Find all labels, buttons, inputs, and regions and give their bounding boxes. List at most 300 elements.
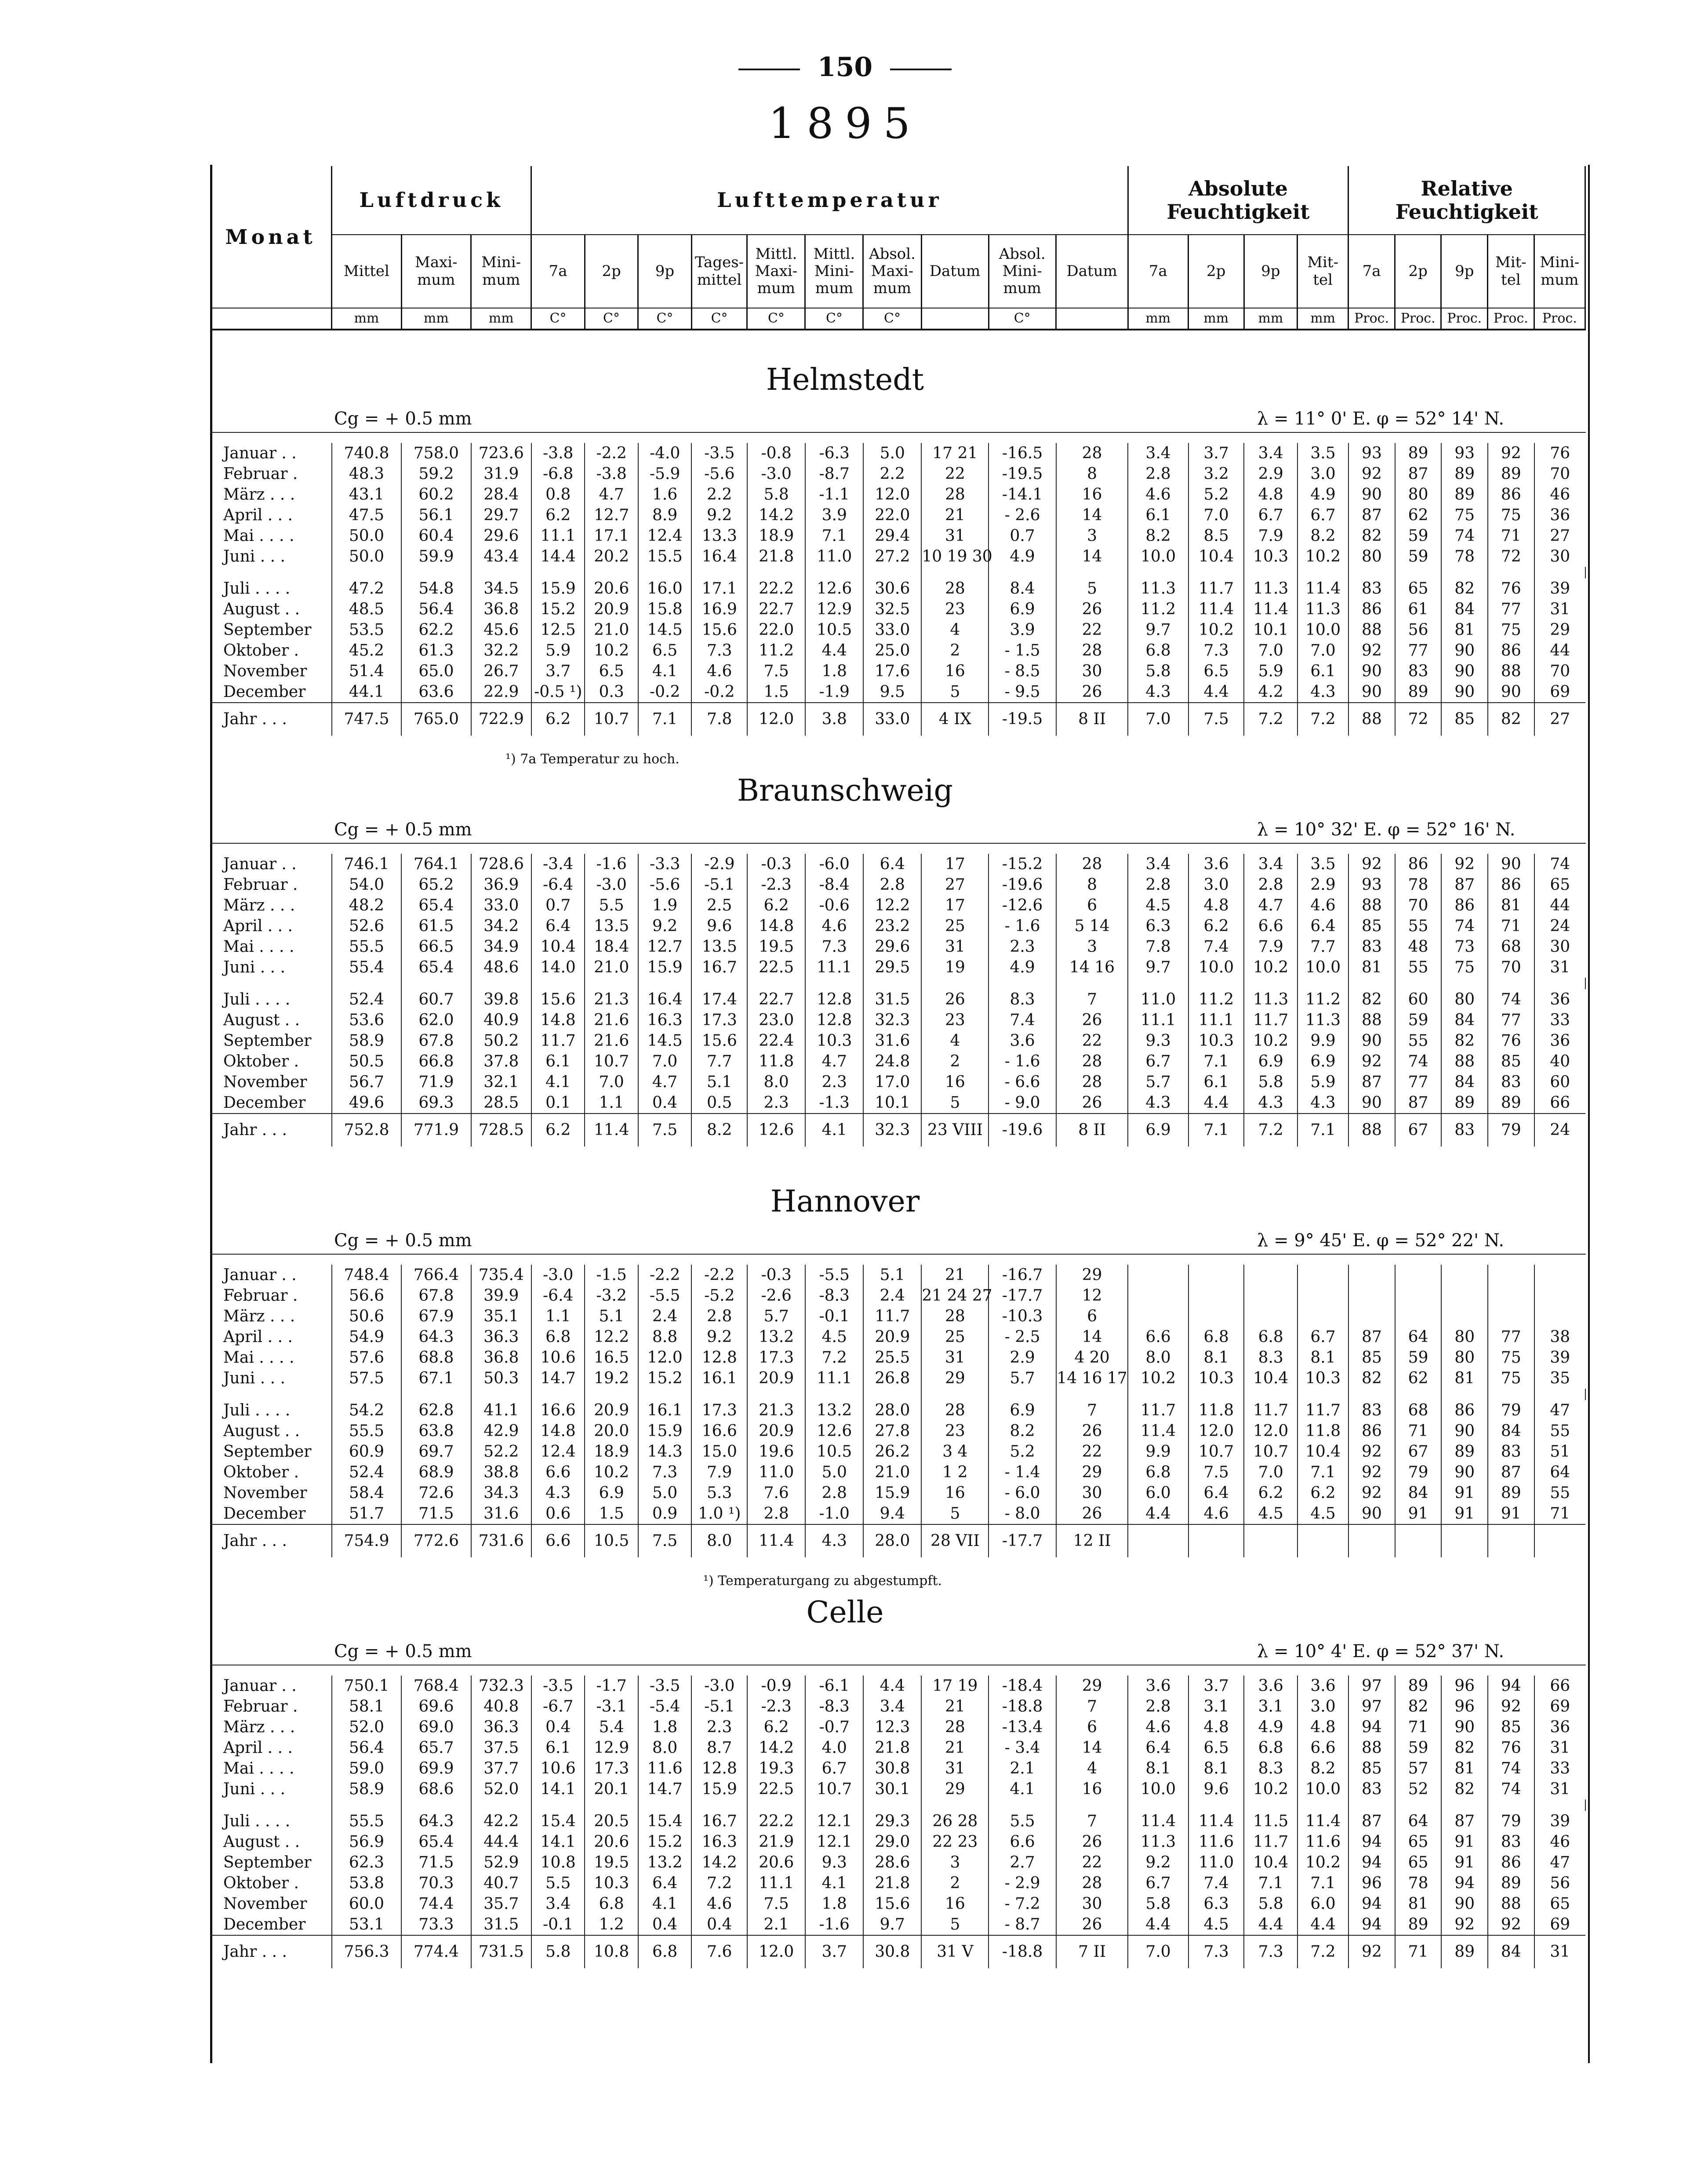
- table-cell: 4.3: [1128, 682, 1188, 703]
- spacer-cell: [1348, 978, 1395, 989]
- table-cell: -2.6: [747, 1285, 805, 1306]
- table-cell: 17.3: [747, 1347, 805, 1368]
- table-cell: 81: [1441, 1758, 1488, 1779]
- table-cell: 3.7: [531, 661, 585, 682]
- table-cell: 75: [1488, 1368, 1534, 1389]
- table-cell: 61: [1395, 599, 1442, 620]
- table-cell: 3.9: [805, 505, 863, 526]
- spacer-cell: [471, 1389, 531, 1400]
- table-cell: 12.2: [585, 1327, 638, 1347]
- header-column-14: 2p: [1188, 235, 1244, 308]
- table-cell: 9.7: [863, 1914, 921, 1935]
- table-cell: -3.8: [531, 443, 585, 464]
- table-cell: 7 II: [1056, 1935, 1128, 1968]
- table-cell: -3.0: [585, 874, 638, 895]
- table-cell: 90: [1348, 1503, 1395, 1524]
- table-cell: 732.3: [471, 1676, 531, 1696]
- table-cell: 34.9: [471, 936, 531, 957]
- table-cell: 76: [1550, 444, 1570, 462]
- table-cell: 8.1: [1188, 1758, 1244, 1779]
- table-cell: 6: [1056, 895, 1128, 916]
- spacer-cell: [1128, 978, 1188, 989]
- table-cell: 46: [1550, 1833, 1570, 1851]
- table-cell: 11.4: [1188, 599, 1244, 620]
- table-cell: 14: [1056, 546, 1128, 567]
- table-cell: 6.2: [531, 1114, 585, 1146]
- table-cell: 58.9: [332, 1779, 401, 1799]
- table-cell: 93: [1348, 874, 1395, 895]
- table-cell: -2.2: [585, 443, 638, 464]
- table-cell: 15.0: [691, 1441, 747, 1462]
- table-cell: 56.7: [332, 1072, 401, 1092]
- table-cell: 5.7: [989, 1368, 1056, 1389]
- table-cell: 10.2: [1244, 1030, 1297, 1051]
- table-cell: 59: [1395, 1347, 1442, 1368]
- table-cell: 92: [1348, 1441, 1395, 1462]
- table-cell: -0.2: [638, 682, 691, 703]
- table-cell: 86: [1488, 874, 1534, 895]
- table-cell: 12: [1056, 1285, 1128, 1306]
- table-cell: 47.2: [332, 578, 401, 599]
- table-cell: 48: [1395, 936, 1442, 957]
- table-cell: 11.3: [1244, 578, 1297, 599]
- table-cell: 94: [1348, 1894, 1395, 1914]
- table-cell: 3.0: [1297, 1696, 1348, 1717]
- table-cell: 60.9: [332, 1441, 401, 1462]
- table-cell: 16.9: [691, 599, 747, 620]
- table-cell: 89: [1441, 464, 1488, 484]
- table-cell: 6.9: [989, 599, 1056, 620]
- table-cell: 10.0: [1297, 620, 1348, 640]
- table-cell: 0.3: [585, 682, 638, 703]
- month-label: November: [210, 1483, 332, 1503]
- table-cell: 2.2: [691, 484, 747, 505]
- table-cell: 88: [1348, 703, 1395, 736]
- table-cell: 26: [1056, 1503, 1128, 1524]
- table-cell: 36: [1550, 1032, 1570, 1050]
- spacer-cell: [401, 1799, 471, 1811]
- spacer-cell: [210, 1389, 332, 1400]
- spacer-cell: [638, 1799, 691, 1811]
- table-cell: 10.7: [585, 1051, 638, 1072]
- table-cell: 94: [1348, 1914, 1395, 1935]
- table-cell: 80: [1441, 1327, 1488, 1347]
- table-row: [210, 526, 1585, 546]
- table-cell: 25.0: [863, 640, 921, 661]
- table-cell: 92: [1488, 1696, 1534, 1717]
- table-cell: 72: [1488, 546, 1534, 567]
- table-row: [210, 874, 1585, 895]
- table-cell: 6.7: [1297, 505, 1348, 526]
- spacer-cell: [1188, 1389, 1244, 1400]
- table-cell: 8.2: [989, 1421, 1056, 1441]
- table-cell: 55: [1550, 1422, 1570, 1440]
- table-cell: 72.6: [401, 1483, 471, 1503]
- table-cell: 12.0: [747, 703, 805, 736]
- table-cell: 53.8: [332, 1873, 401, 1894]
- header-column-15: 9p: [1244, 235, 1297, 308]
- table-cell: 23 VIII: [921, 1114, 989, 1146]
- table-cell: 5.7: [747, 1306, 805, 1327]
- table-cell: 32.2: [471, 640, 531, 661]
- table-cell: 8.1: [1128, 1758, 1188, 1779]
- table-cell: 4.3: [1128, 1092, 1188, 1114]
- table-cell: [1348, 1306, 1395, 1327]
- row-spacer: [210, 978, 1585, 989]
- table-cell: [1441, 1306, 1488, 1327]
- table-cell: 90: [1441, 1462, 1488, 1483]
- table-cell: 62: [1395, 1368, 1442, 1389]
- month-label: Oktober .: [210, 1873, 332, 1894]
- table-cell: 40.9: [471, 1010, 531, 1030]
- table-cell: 22.5: [747, 1779, 805, 1799]
- spacer-cell: [1056, 1799, 1128, 1811]
- row-spacer: [210, 1799, 1585, 1811]
- table-cell: 2.7: [989, 1852, 1056, 1873]
- table-cell: 9.5: [863, 682, 921, 703]
- table-cell: 4.9: [1297, 484, 1348, 505]
- spacer-cell: [747, 567, 805, 578]
- table-cell: 92: [1348, 1483, 1395, 1503]
- table-cell: 7.7: [691, 1051, 747, 1072]
- table-cell: 7.1: [1244, 1873, 1297, 1894]
- table-cell: 8 II: [1056, 703, 1128, 736]
- table-cell: 16.3: [638, 1010, 691, 1030]
- table-cell: 35.7: [471, 1894, 531, 1914]
- table-cell: 78: [1395, 874, 1442, 895]
- table-cell: 29.0: [863, 1832, 921, 1852]
- table-cell: 70: [1488, 957, 1534, 978]
- table-cell: 87: [1348, 505, 1395, 526]
- table-cell: 84: [1441, 599, 1488, 620]
- table-cell: 87: [1348, 1327, 1395, 1347]
- table-cell: 5.0: [638, 1483, 691, 1503]
- table-cell: 62.2: [401, 620, 471, 640]
- table-cell: 6.1: [531, 1051, 585, 1072]
- table-row: [210, 936, 1585, 957]
- table-cell: 47.5: [332, 505, 401, 526]
- table-cell: 43.4: [471, 546, 531, 567]
- table-cell: 28: [921, 1400, 989, 1421]
- table-cell: 31: [921, 1758, 989, 1779]
- header-absolute-feuchtigkeit: Absolute Feuchtigkeit: [1128, 166, 1348, 235]
- table-cell: 80: [1348, 546, 1395, 567]
- table-cell: 89: [1441, 484, 1488, 505]
- table-cell: 11.8: [1297, 1421, 1348, 1441]
- table-row: [210, 1092, 1585, 1114]
- table-cell: 45.6: [471, 620, 531, 640]
- year-row: [210, 703, 1585, 736]
- table-cell: -14.1: [989, 484, 1056, 505]
- table-cell: 10.5: [805, 620, 863, 640]
- table-cell: 88: [1348, 1738, 1395, 1758]
- table-cell: 21.3: [747, 1400, 805, 1421]
- table-cell: 31.5: [471, 1914, 531, 1935]
- table-cell: 11.2: [747, 640, 805, 661]
- table-cell: 36: [1550, 990, 1570, 1009]
- table-cell: 21.0: [585, 957, 638, 978]
- table-cell: 3.4: [863, 1696, 921, 1717]
- table-cell: 11.6: [1188, 1832, 1244, 1852]
- table-cell: [1244, 1306, 1297, 1327]
- table-cell: [1348, 1265, 1395, 1285]
- table-cell: 45.2: [332, 640, 401, 661]
- table-cell: 71.5: [401, 1852, 471, 1873]
- table-cell: 22.0: [747, 620, 805, 640]
- table-cell: 2.3: [747, 1092, 805, 1114]
- table-cell: 29.3: [863, 1811, 921, 1832]
- table-cell: 4.3: [1244, 1092, 1297, 1114]
- table-cell: 766.4: [401, 1265, 471, 1285]
- table-cell: 11.1: [1128, 1010, 1188, 1030]
- table-cell: 6.3: [1188, 1894, 1244, 1914]
- spacer-cell: [747, 1799, 805, 1811]
- table-cell: 90: [1441, 640, 1488, 661]
- table-cell: 722.9: [471, 703, 531, 736]
- table-cell: 90: [1441, 682, 1488, 703]
- table-cell: 20.9: [863, 1327, 921, 1347]
- spacer-cell: [1188, 1799, 1244, 1811]
- table-cell: 28: [921, 578, 989, 599]
- table-cell: 7.5: [747, 661, 805, 682]
- table-cell: 21: [921, 1738, 989, 1758]
- table-cell: [1244, 1524, 1297, 1557]
- table-cell: 19.6: [747, 1441, 805, 1462]
- table-cell: 78: [1441, 546, 1488, 567]
- table-cell: 9.2: [691, 505, 747, 526]
- month-label: August . .: [210, 599, 332, 620]
- table-cell: -2.2: [691, 1265, 747, 1285]
- header-unit-8: C°: [805, 308, 863, 330]
- spacer-cell: [1488, 978, 1534, 989]
- table-cell: 87: [1441, 874, 1488, 895]
- table-cell: 76: [1488, 1030, 1534, 1051]
- table-cell: 7.5: [638, 1524, 691, 1557]
- year-heading: 1895: [768, 99, 922, 148]
- table-cell: 4.4: [1188, 1092, 1244, 1114]
- table-cell: 8.3: [989, 989, 1056, 1010]
- month-label: Juli . . . .: [210, 1400, 332, 1421]
- table-cell: -12.6: [989, 895, 1056, 916]
- table-cell: 10.2: [1128, 1368, 1188, 1389]
- spacer-cell: [332, 567, 401, 578]
- table-cell: 4 IX: [921, 703, 989, 736]
- table-cell: 12.7: [585, 505, 638, 526]
- header-column-3: 7a: [531, 235, 585, 308]
- table-cell: 30.6: [863, 578, 921, 599]
- table-cell: 4.2: [1244, 682, 1297, 703]
- month-label: Juli . . . .: [210, 1811, 332, 1832]
- month-label: Juli . . . .: [210, 989, 332, 1010]
- table-cell: 1.8: [805, 1894, 863, 1914]
- spacer-cell: [1056, 567, 1128, 578]
- table-cell: 4: [921, 620, 989, 640]
- table-cell: 12.6: [747, 1114, 805, 1146]
- table-cell: 6.0: [1128, 1483, 1188, 1503]
- table-cell: 2.1: [989, 1758, 1056, 1779]
- table-cell: 55: [1395, 916, 1442, 936]
- table-cell: 6.2: [1297, 1483, 1348, 1503]
- table-cell: 52.4: [332, 989, 401, 1010]
- month-label: September: [210, 1852, 332, 1873]
- table-cell: 27.2: [863, 546, 921, 567]
- table-cell: 23: [921, 599, 989, 620]
- month-label: Februar .: [210, 1285, 332, 1306]
- spacer-cell: [1297, 1389, 1348, 1400]
- table-cell: 36.3: [471, 1327, 531, 1347]
- table-cell: 65: [1395, 1832, 1442, 1852]
- table-cell: 81: [1348, 957, 1395, 978]
- table-cell: 20.5: [585, 1811, 638, 1832]
- table-cell: 764.1: [401, 854, 471, 874]
- table-cell: 7.0: [1244, 1462, 1297, 1483]
- table-cell: 11.8: [1188, 1400, 1244, 1421]
- table-cell: -0.1: [805, 1306, 863, 1327]
- table-cell: 12.0: [638, 1347, 691, 1368]
- table-cell: 11.7: [1244, 1010, 1297, 1030]
- table-cell: 52.2: [471, 1441, 531, 1462]
- table-row: [210, 1779, 1585, 1799]
- table-cell: 91: [1441, 1503, 1488, 1524]
- table-cell: 51: [1550, 1443, 1570, 1461]
- table-cell: -6.4: [531, 874, 585, 895]
- table-cell: 83: [1488, 1832, 1534, 1852]
- table-cell: 6.6: [531, 1462, 585, 1483]
- month-label: Januar . .: [210, 854, 332, 874]
- table-cell: 90: [1348, 661, 1395, 682]
- table-cell: 14.2: [747, 1738, 805, 1758]
- table-cell: 12.0: [1188, 1421, 1244, 1441]
- table-cell: 6.8: [531, 1327, 585, 1347]
- header-column-19: 9p: [1441, 235, 1488, 308]
- table-cell: 9.6: [691, 916, 747, 936]
- table-cell: 4.1: [638, 661, 691, 682]
- spacer-cell: [1395, 978, 1442, 989]
- table-cell: 22: [1056, 620, 1128, 640]
- month-label: April . . .: [210, 916, 332, 936]
- table-cell: 1.8: [805, 661, 863, 682]
- table-cell: 54.9: [332, 1327, 401, 1347]
- table-cell: 55: [1395, 1030, 1442, 1051]
- table-cell: 5 14: [1056, 916, 1128, 936]
- table-cell: 55.4: [332, 957, 401, 978]
- table-cell: 20.1: [585, 1779, 638, 1799]
- table-cell: 19.5: [585, 1852, 638, 1873]
- station-table: [210, 1676, 1586, 1968]
- table-cell: 3.6: [1188, 854, 1244, 874]
- table-cell: -6.3: [805, 443, 863, 464]
- table-cell: 83: [1488, 1072, 1534, 1092]
- table-cell: -0.5 ¹): [531, 682, 585, 703]
- table-cell: 1.0 ¹): [691, 1503, 747, 1524]
- table-cell: 66.8: [401, 1051, 471, 1072]
- table-row: [210, 484, 1585, 505]
- table-cell: 50.3: [471, 1368, 531, 1389]
- table-cell: 11.7: [1188, 578, 1244, 599]
- table-cell: 750.1: [332, 1676, 401, 1696]
- header-unit-monat: [210, 308, 332, 330]
- table-cell: 3.4: [1128, 854, 1188, 874]
- table-cell: 7.2: [805, 1347, 863, 1368]
- table-cell: 29.6: [863, 936, 921, 957]
- table-cell: 10.8: [585, 1935, 638, 1968]
- table-cell: 81: [1488, 895, 1534, 916]
- table-cell: 94: [1488, 1676, 1534, 1696]
- table-cell: 4.8: [1244, 484, 1297, 505]
- table-cell: 26.2: [863, 1441, 921, 1462]
- header-unit-7: C°: [747, 308, 805, 330]
- table-cell: 7.0: [1244, 640, 1297, 661]
- table-cell: 36.8: [471, 599, 531, 620]
- table-cell: 36: [1550, 1718, 1570, 1736]
- spacer-cell: [921, 978, 989, 989]
- table-cell: 7.1: [805, 526, 863, 546]
- table-cell: 30: [1550, 548, 1570, 566]
- table-cell: 48.2: [332, 895, 401, 916]
- table-cell: 37.8: [471, 1051, 531, 1072]
- spacer-cell: [863, 567, 921, 578]
- table-cell: 87: [1395, 464, 1442, 484]
- table-cell: 4.6: [1128, 1717, 1188, 1738]
- table-cell: 0.7: [531, 895, 585, 916]
- table-cell: -0.7: [805, 1717, 863, 1738]
- table-cell: 15.6: [863, 1894, 921, 1914]
- table-cell: 39.9: [471, 1285, 531, 1306]
- table-cell: 4.7: [585, 484, 638, 505]
- table-cell: 12.6: [805, 1421, 863, 1441]
- spacer-cell: [1441, 1799, 1488, 1811]
- table-cell: 30: [1056, 1483, 1128, 1503]
- table-cell: 2.8: [1244, 874, 1297, 895]
- table-cell: 11.4: [747, 1524, 805, 1557]
- spacer-cell: [1534, 1389, 1585, 1400]
- table-cell: 3.2: [1188, 464, 1244, 484]
- table-cell: 2.8: [1128, 874, 1188, 895]
- table-cell: 9.7: [1128, 957, 1188, 978]
- table-cell: -0.3: [747, 1265, 805, 1285]
- table-cell: 67.8: [401, 1285, 471, 1306]
- table-cell: 6.2: [1188, 916, 1244, 936]
- table-cell: 82: [1348, 526, 1395, 546]
- table-cell: 33.0: [471, 895, 531, 916]
- spacer-cell: [585, 1799, 638, 1811]
- table-cell: 4.6: [1297, 895, 1348, 916]
- table-cell: -5.1: [691, 1696, 747, 1717]
- table-cell: 20.9: [585, 1400, 638, 1421]
- header-column-4: 2p: [585, 235, 638, 308]
- table-cell: 14.1: [531, 1832, 585, 1852]
- table-cell: 44: [1550, 896, 1570, 914]
- table-cell: 6.8: [638, 1935, 691, 1968]
- table-cell: 4.8: [1297, 1717, 1348, 1738]
- table-cell: 0.8: [531, 484, 585, 505]
- header-column-9: Absol. Maxi- mum: [863, 235, 921, 308]
- table-row: [210, 1676, 1585, 1696]
- table-row: [210, 661, 1585, 682]
- table-cell: 4.8: [1188, 895, 1244, 916]
- table-cell: 60.4: [401, 526, 471, 546]
- table-cell: 5.8: [1244, 1072, 1297, 1092]
- table-cell: 15.8: [638, 599, 691, 620]
- table-cell: - 8.5: [989, 661, 1056, 682]
- table-cell: 7.1: [1297, 1462, 1348, 1483]
- table-cell: 59: [1395, 526, 1442, 546]
- spacer-cell: [1244, 1799, 1297, 1811]
- table-cell: 723.6: [471, 443, 531, 464]
- table-cell: 2: [921, 1873, 989, 1894]
- table-cell: 3.7: [1188, 443, 1244, 464]
- table-cell: 38.8: [471, 1462, 531, 1483]
